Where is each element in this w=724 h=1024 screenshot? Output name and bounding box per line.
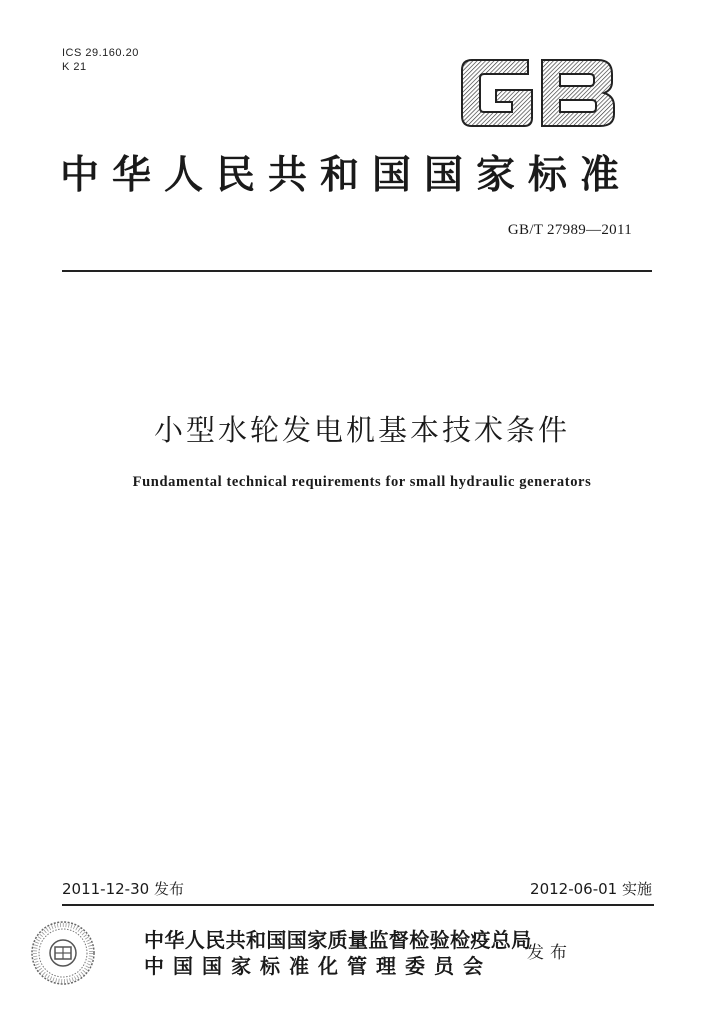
divider-top — [62, 270, 652, 272]
seal-icon — [30, 920, 96, 986]
implementation-date: 2012-06-01 实施 — [530, 880, 652, 898]
issued-label: 发布 — [527, 943, 573, 963]
standard-number: GB/T 27989—2011 — [507, 222, 632, 238]
national-standard-heading: 中华人民共和国国家标准 — [60, 153, 633, 198]
ccs-code: K 21 — [62, 61, 87, 73]
title-english: Fundamental technical requirements for small hydraulic generators — [132, 474, 592, 490]
classification-codes — [62, 46, 139, 74]
issuer-aqsiq: 中华人民共和国国家质量监督检验检疫总局 — [144, 928, 532, 952]
ics-code: ICS 29.160.20 — [62, 47, 139, 59]
title-chinese: 小型水轮发电机基本技术条件 — [153, 413, 570, 447]
gb-logo-icon — [458, 54, 618, 132]
issuer-sac: 中国国家标准化管理委员会 — [144, 954, 492, 978]
divider-bottom — [62, 904, 654, 906]
issue-date: 2011-12-30 发布 — [62, 880, 184, 898]
